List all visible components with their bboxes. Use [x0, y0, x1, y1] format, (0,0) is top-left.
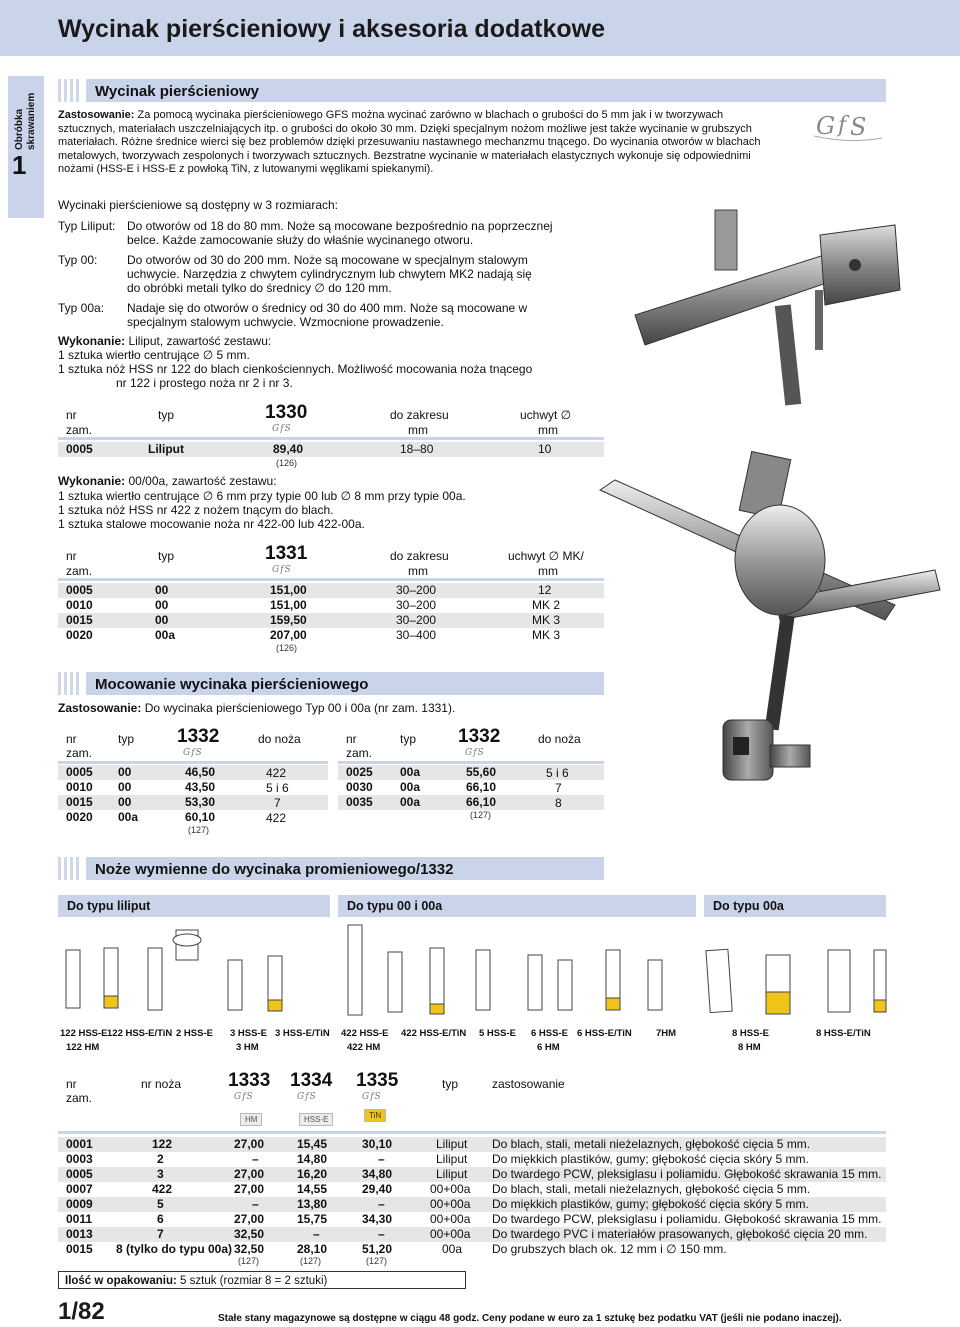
cell-nr: 0009 [66, 1197, 93, 1211]
cell-zastosowanie: Do blach, stali, metali nieżelaznych, głębokość cięcia 5 mm. [492, 1182, 811, 1196]
page-number: 1/82 [58, 1298, 105, 1325]
cell-zastosowanie: Do miękkich plastików, gumy; głębokość cięcia skóry 5 mm. [492, 1152, 809, 1166]
sizes-intro: Wycinaki pierścieniowe są dostępny w 3 rozmiarach: [58, 198, 339, 212]
cell-zakres: 30–200 [396, 598, 437, 612]
cell-price: 89,40 [273, 442, 304, 456]
cell-typ: 00a [400, 765, 421, 779]
wykonanie-line: 1 sztuka wiertło centrujące ∅ 5 mm. [58, 348, 250, 362]
side-tab-label: Obróbka skrawaniem [14, 92, 37, 150]
th-code-1331: 1331 [265, 543, 308, 564]
price-note: (127) [188, 825, 210, 835]
cell-p1: – [252, 1197, 259, 1211]
gfs-logo: GfS [183, 748, 203, 758]
cell-noza: 5 i 6 [266, 781, 289, 795]
box-00-00a: Do typu 00 i 00a [338, 895, 696, 917]
gfs-logo: GfS [272, 565, 292, 575]
cell-noza: 8 [555, 796, 562, 810]
cell-p2: 15,45 [297, 1137, 328, 1151]
th-code-1335: 1335 [356, 1070, 399, 1091]
blade-label: 122 HSS-E [60, 1028, 108, 1039]
cell-p1: 27,00 [234, 1212, 265, 1226]
cell-nr: 0011 [66, 1212, 93, 1226]
th-code-1330: 1330 [265, 402, 308, 423]
cell-noza: 422 [266, 766, 287, 780]
th-noza: do noża [538, 732, 581, 746]
cell-zastosowanie: Do twardego PCW, pleksiglasu i poliamidu. Głębokość skrawania 15 mm. [492, 1167, 882, 1181]
section-title-noze: Noże wymienne do wycinaka promieniowego/1332 [86, 857, 604, 880]
th-nr-noza: nr noża [141, 1077, 182, 1091]
intro-paragraph [58, 109, 780, 177]
cell-noz: 122 [152, 1137, 173, 1151]
ring-cutter-photo [630, 195, 960, 435]
cell-noza: 7 [274, 796, 281, 810]
cell-price: 60,10 [185, 810, 216, 824]
section-stripe [58, 857, 82, 880]
mocowanie-zastosowanie: Zastosowanie: Do wycinaka pierścieniowego Typ 00 i 00a (nr zam. 1331). [58, 701, 456, 715]
ring-cutter-00-photo [595, 450, 960, 740]
cell-typ: 00 [155, 598, 169, 612]
th-nr: nr [66, 408, 77, 422]
cell-typ: Liliput [436, 1137, 468, 1151]
cell-price: 43,50 [185, 780, 216, 794]
th-nr: nr [346, 732, 357, 746]
section-stripe [58, 672, 82, 695]
cell-p1: 32,50 [234, 1242, 265, 1256]
cell-zakres: 30–200 [396, 613, 437, 627]
side-tab-number: 1 [12, 150, 27, 180]
cell-price: 207,00 [270, 628, 307, 642]
type-00-line: Do otworów od 30 do 200 mm. Noże są mocowane w specjalnym stalowym [127, 253, 528, 267]
table-rule [58, 1131, 886, 1134]
table-row [58, 613, 604, 628]
th-typ: typ [442, 1077, 459, 1091]
gfs-logo [810, 108, 920, 148]
cell-typ: 00+00a [430, 1182, 471, 1196]
table-row [58, 442, 604, 457]
th-code-1332: 1332 [458, 726, 501, 747]
cell-p2: 14,55 [297, 1182, 328, 1196]
th-uchwyt: uchwyt ∅ MK/ [508, 549, 584, 563]
footer-note: Stałe stany magazynowe są dostępne w ciągu 48 godz. Ceny podane w euro za 1 sztukę bez podatku VAT (jeśli nie podano inaczej). [218, 1313, 842, 1324]
th-zakres: do zakresu [390, 408, 449, 422]
cell-noz: 2 [157, 1152, 164, 1166]
th-uchwyt: uchwyt ∅ [520, 408, 572, 422]
blade-label: 8 HSS-E [732, 1028, 769, 1039]
cell-typ: 00+00a [430, 1197, 471, 1211]
wykonanie-liliput: Wykonanie: Liliput, zawartość zestawu: [58, 334, 272, 348]
cell-zastosowanie: Do twardego PCW, pleksiglasu i poliamidu. Głębokość skrawania 15 mm. [492, 1212, 882, 1226]
cell-noza: 5 i 6 [546, 766, 569, 780]
cell-typ: 00a [155, 628, 176, 642]
cell-nr: 0020 [66, 628, 93, 642]
cell-nr: 0013 [66, 1227, 93, 1241]
blade-label: 3 HM [236, 1042, 259, 1053]
cell-p2: – [313, 1227, 320, 1241]
th-zam: zam. [66, 564, 93, 578]
price-note: (127) [470, 810, 492, 820]
cell-typ: 00+00a [430, 1212, 471, 1226]
cell-nr: 0020 [66, 810, 93, 824]
th-code-1332: 1332 [177, 726, 220, 747]
th-typ: typ [158, 549, 175, 563]
cell-p1: 27,00 [234, 1182, 265, 1196]
wykonanie-line: 1 sztuka stalowe mocowanie noża nr 422-00 lub 422-00a. [58, 517, 365, 531]
th-nr: nr [66, 732, 77, 746]
cell-uchwyt: MK 2 [532, 598, 561, 612]
blade-label: 122 HM [66, 1042, 100, 1053]
price-note: (127) [300, 1256, 322, 1266]
cell-nr: 0001 [66, 1137, 93, 1151]
table-rule [58, 437, 604, 440]
cell-p3: 29,40 [362, 1182, 393, 1196]
cell-typ: Liliput [436, 1167, 468, 1181]
cell-typ: 00 [118, 780, 132, 794]
cell-price: 151,00 [270, 583, 307, 597]
cell-p2: 16,20 [297, 1167, 328, 1181]
gfs-logo: GfS [272, 424, 292, 434]
wykonanie-line: 1 sztuka wiertło centrujące ∅ 6 mm przy typie 00 lub ∅ 8 mm przy typie 00a. [58, 489, 466, 503]
type-00-line: do obróbki metali tylko do średnicy ∅ do 120 mm. [127, 281, 392, 295]
blade-label: 8 HM [738, 1042, 761, 1053]
cell-typ: 00 [155, 583, 169, 597]
cell-uchwyt: MK 3 [532, 628, 561, 642]
cell-nr: 0010 [66, 598, 93, 612]
cell-p2: 13,80 [297, 1197, 328, 1211]
svg-text:G: G [816, 112, 836, 140]
svg-text:f: f [838, 113, 847, 138]
blade-label: 422 HSS-E/TiN [401, 1028, 467, 1039]
cell-noz: 7 [157, 1227, 164, 1241]
blade-label: 422 HSS-E [341, 1028, 389, 1039]
th-code-1334: 1334 [290, 1070, 333, 1091]
cell-p2: 28,10 [297, 1242, 328, 1256]
blade-label: 5 HSS-E [479, 1028, 516, 1039]
cell-price: 66,10 [466, 795, 497, 809]
blade-label: 422 HM [347, 1042, 381, 1053]
cell-p3: 51,20 [362, 1242, 393, 1256]
cell-p2: 14,80 [297, 1152, 328, 1166]
cell-p2: 15,75 [297, 1212, 328, 1226]
cell-typ: 00 [118, 765, 132, 779]
cell-typ: 00 [155, 613, 169, 627]
cell-nr: 0005 [66, 583, 93, 597]
price-note: (127) [238, 1256, 260, 1266]
hss-badge: HSS-E [299, 1113, 333, 1126]
gfs-logo: GfS [234, 1092, 254, 1102]
th-noza: do noża [258, 732, 301, 746]
section-title-mocowanie: Mocowanie wycinaka pierścieniowego [86, 672, 604, 695]
th-code-1333: 1333 [228, 1070, 271, 1091]
wykonanie-line: 1 sztuka nóż HSS nr 122 do blach cienkościennych. Możliwość mocowania noża tnącego [58, 362, 533, 376]
cell-nr: 0015 [66, 1242, 93, 1256]
th-zam: zam. [66, 423, 93, 437]
gfs-logo: GfS [297, 1092, 317, 1102]
cell-nr: 0005 [66, 765, 93, 779]
cell-uchwyt: MK 3 [532, 613, 561, 627]
cell-price: 55,60 [466, 765, 497, 779]
box-00a: Do typu 00a [704, 895, 886, 917]
blade-label: 2 HSS-E [176, 1028, 213, 1039]
cell-typ: 00 [118, 795, 132, 809]
blade-label: 6 HSS-E/TiN [577, 1028, 632, 1039]
cell-noz: 6 [157, 1212, 164, 1226]
th-zakres: do zakresu [390, 549, 449, 563]
blade-label: 6 HM [537, 1042, 560, 1053]
cell-typ: Liliput [148, 442, 184, 456]
cell-noz: 5 [157, 1197, 164, 1211]
th-uchwyt-unit: mm [538, 423, 558, 437]
cell-p1: – [252, 1152, 259, 1166]
tin-badge: TiN [364, 1109, 386, 1122]
cell-nr: 0025 [346, 765, 373, 779]
type-00-line: uchwycie. Narzędzia z chwytem cylindrycznym lub chwytem MK2 nadają się [127, 267, 532, 281]
page-title: Wycinak pierścieniowy i aksesoria dodatkowe [58, 15, 605, 43]
cell-typ: 00+00a [430, 1227, 471, 1241]
blade-label: 7HM [656, 1028, 677, 1039]
type-00a-line: specjalnym stalowym uchwycie. Wzmocnione prowadzenie. [127, 315, 444, 329]
cell-p3: – [378, 1227, 385, 1241]
blade-drawings [58, 920, 888, 1020]
holder-photo [715, 715, 815, 805]
svg-text:S: S [850, 113, 867, 141]
table-rule [58, 578, 604, 581]
th-uchwyt-unit: mm [538, 564, 558, 578]
cell-noz: 422 [152, 1182, 173, 1196]
th-zastosowanie: zastosowanie [492, 1077, 565, 1091]
price-note: (127) [366, 1256, 388, 1266]
table-rule [338, 761, 604, 764]
cell-price: 151,00 [270, 598, 307, 612]
cell-noz: 8 (tylko do typu 00a) [116, 1242, 233, 1256]
cell-price: 53,30 [185, 795, 216, 809]
gfs-logo: GfS [362, 1092, 382, 1102]
blade-label: 8 HSS-E/TiN [816, 1028, 871, 1039]
wykonanie-line: nr 122 i prostego noża nr 2 i nr 3. [116, 376, 293, 390]
cell-zastosowanie: Do blach, stali, metali nieżelaznych, głębokość cięcia 5 mm. [492, 1137, 811, 1151]
cell-noza: 422 [266, 811, 287, 825]
th-nr: nr [66, 549, 77, 563]
type-liliput-line: belce. Każde zamocowanie służy do właśnie wycinanego otworu. [127, 233, 474, 247]
wykonanie-00: Wykonanie: 00/00a, zawartość zestawu: [58, 474, 277, 488]
cell-nr: 0007 [66, 1182, 93, 1196]
cell-typ: 00a [442, 1242, 463, 1256]
cell-nr: 0030 [346, 780, 373, 794]
price-note: (126) [276, 458, 298, 468]
cell-nr: 0010 [66, 780, 93, 794]
section-stripe [58, 79, 82, 102]
th-typ: typ [400, 732, 417, 746]
wykonanie-line: 1 sztuka nóż HSS nr 422 z nożem tnącym do blach. [58, 503, 334, 517]
cell-p1: 32,50 [234, 1227, 265, 1241]
cell-nr: 0015 [66, 795, 93, 809]
cell-zastosowanie: Do twardego PVC i materiałów prasowanych, głębokość cięcia 20 mm. [492, 1227, 868, 1241]
cell-p3: 34,80 [362, 1167, 393, 1181]
type-liliput-line: Do otworów od 18 do 80 mm. Noże są mocowane bezpośrednio na poprzecznej [127, 219, 553, 233]
cell-zastosowanie: Do miękkich plastików, gumy; głębokość cięcia skóry 5 mm. [492, 1197, 809, 1211]
cell-p3: – [378, 1197, 385, 1211]
cell-uchwyt: 12 [538, 583, 552, 597]
th-typ: typ [118, 732, 135, 746]
cell-zastosowanie: Do grubszych blach ok. 12 mm i ∅ 150 mm. [492, 1242, 727, 1256]
blade-label: 122 HSS-E/TiN [107, 1028, 173, 1039]
qty-box: Ilość w opakowaniu: 5 sztuk (rozmiar 8 = 2 sztuki) [58, 1271, 466, 1289]
blade-label: 6 HSS-E [531, 1028, 568, 1039]
cell-typ: Liliput [436, 1152, 468, 1166]
cell-zakres: 30–200 [396, 583, 437, 597]
th-typ: typ [158, 408, 175, 422]
blade-label: 3 HSS-E [230, 1028, 267, 1039]
th-zam: zam. [66, 746, 93, 760]
type-00-label: Typ 00: [58, 253, 98, 267]
cell-p1: 27,00 [234, 1167, 265, 1181]
th-zam: zam. [346, 746, 373, 760]
blade-label: 3 HSS-E/TiN [275, 1028, 330, 1039]
cell-p1: 27,00 [234, 1137, 265, 1151]
cell-typ: 00a [118, 810, 139, 824]
intro-text: Za pomocą wycinaka pierścieniowego GFS można wycinać zarówno w blachach o grubości do 5 mm jak i w tworzywach sztucznych, materiałach uszczelniających itp. o grubości do około 30 mm. Dzięki specjalnym nożom możliwe jest także wycinanie w grubszych materiałach. Różne średnice wierci się bez problemów dzięki przesuwaniu nastawnego mechanzmu tnącego. Do wycinania otworów w blachach metalowych, tworzywach zespolonych i tworzywach sztucznych. Bezstratne wycinanie w materiałach elastycznych wykonuje się odpowiednimi nożami (HSS-E i HSS-E z powłoką TiN, z lutowanymi węglikami spiekanymi). [58, 109, 761, 175]
cell-nr: 0005 [66, 442, 93, 456]
price-note: (126) [276, 643, 298, 653]
cell-p3: 30,10 [362, 1137, 393, 1151]
cell-noz: 3 [157, 1167, 164, 1181]
cell-nr: 0035 [346, 795, 373, 809]
cell-p3: – [378, 1152, 385, 1166]
cell-price: 66,10 [466, 780, 497, 794]
hm-badge: HM [240, 1113, 262, 1126]
cell-nr: 0015 [66, 613, 93, 627]
cell-price: 46,50 [185, 765, 216, 779]
type-00a-line: Nadaje się do otworów o średnicy od 30 do 400 mm. Noże są mocowane w [127, 301, 528, 315]
cell-p3: 34,30 [362, 1212, 393, 1226]
box-liliput: Do typu liliput [58, 895, 330, 917]
cell-typ: 00a [400, 780, 421, 794]
gfs-logo: GfS [465, 748, 485, 758]
table-row [58, 583, 604, 598]
intro-label: Zastosowanie: [58, 109, 135, 121]
th-zam: zam. [66, 1091, 93, 1105]
cell-noza: 7 [555, 781, 562, 795]
cell-price: 159,50 [270, 613, 307, 627]
cell-uchwyt: 10 [538, 442, 552, 456]
th-zakres-unit: mm [408, 423, 428, 437]
type-00a-label: Typ 00a: [58, 301, 105, 315]
table-rule [58, 761, 328, 764]
cell-nr: 0003 [66, 1152, 93, 1166]
th-nr: nr [66, 1077, 77, 1091]
section-title-wycinak: Wycinak pierścieniowy [86, 79, 886, 102]
cell-typ: 00a [400, 795, 421, 809]
th-zakres-unit: mm [408, 564, 428, 578]
cell-nr: 0005 [66, 1167, 93, 1181]
cell-zakres: 18–80 [400, 442, 434, 456]
cell-zakres: 30–400 [396, 628, 437, 642]
type-liliput-label: Typ Liliput: [58, 219, 116, 233]
